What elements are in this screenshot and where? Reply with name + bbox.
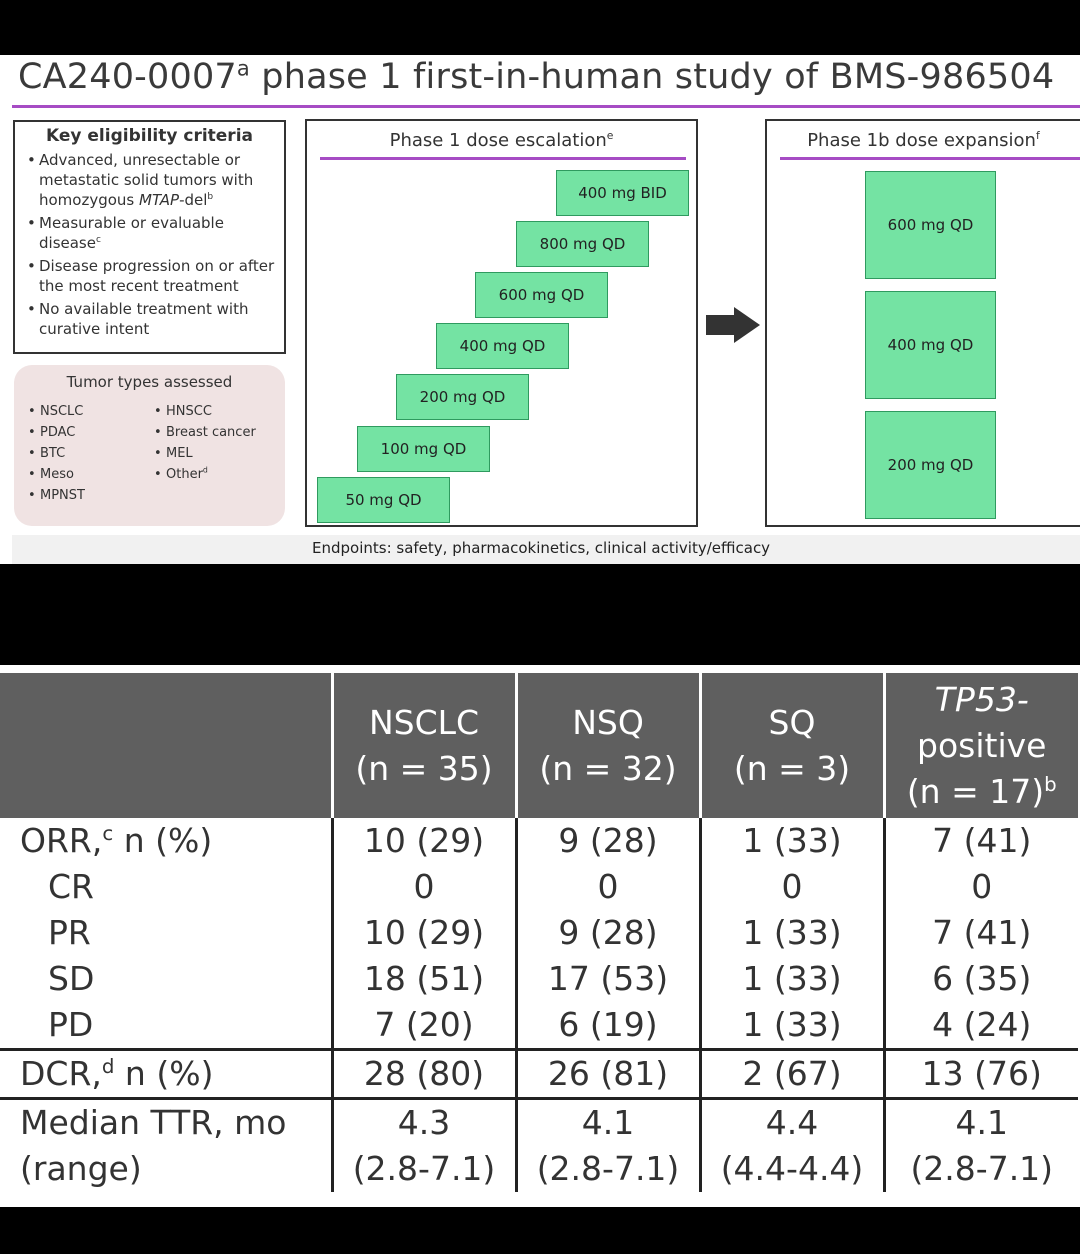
results-table-panel — [0, 665, 1080, 1207]
table-cell: (2.8-7.1) — [884, 1146, 1078, 1192]
row-label-text: DCR, — [20, 1054, 102, 1093]
table-row-orr — [0, 818, 1078, 864]
tumor-types-heading: Tumor types assessed — [66, 373, 233, 391]
expansion-title-text: Phase 1b dose expansion — [807, 130, 1036, 151]
table-cell: 9 (28) — [516, 910, 700, 956]
row-label-unit: n (%) — [113, 821, 213, 860]
title-footnote: a — [236, 56, 250, 81]
table-row-sd — [0, 956, 1078, 1002]
table-cell: 6 (19) — [516, 1002, 700, 1050]
endpoints-text: Endpoints: safety, pharmacokinetics, clinical activity/efficacy — [312, 539, 771, 557]
arrow-icon — [706, 315, 734, 335]
dose-step-600-qd: 600 mg QD — [475, 272, 608, 318]
header-empty — [0, 673, 332, 818]
tumor-item: • Breast cancer — [154, 422, 256, 443]
tumor-item: • BTC — [28, 443, 85, 464]
header-line: NSQ — [572, 702, 644, 742]
header-line: (n = 35) — [355, 748, 493, 788]
table-cell: 9 (28) — [516, 818, 700, 864]
table-cell: 2 (67) — [700, 1050, 884, 1099]
table-cell: (2.8-7.1) — [332, 1146, 516, 1192]
criterion-2-text: Measurable or evaluable disease — [39, 214, 224, 252]
table-row-ttr-range — [0, 1146, 1078, 1192]
eligibility-box — [13, 120, 286, 354]
criterion-2-footnote: c — [95, 235, 101, 245]
table-cell: 28 (80) — [332, 1050, 516, 1099]
arrow-head-icon — [734, 307, 760, 343]
table-cell: 4.3 — [332, 1099, 516, 1147]
row-label: PR — [48, 913, 91, 952]
header-footnote: b — [1044, 772, 1057, 796]
tumor-item: • NSCLC — [28, 401, 85, 422]
eligibility-heading: Key eligibility criteria — [46, 126, 253, 146]
eligibility-list — [15, 150, 284, 339]
expansion-dose-400: 400 mg QD — [865, 291, 996, 399]
table-cell: 17 (53) — [516, 956, 700, 1002]
row-label-footnote: c — [102, 822, 114, 845]
table-cell: 0 — [516, 864, 700, 910]
dose-escalation-panel — [305, 119, 698, 527]
study-design-slide — [0, 55, 1080, 564]
table-cell: 4 (24) — [884, 1002, 1078, 1050]
dose-step-50-qd: 50 mg QD — [317, 477, 450, 523]
criterion-1 — [39, 150, 284, 210]
header-tp53 — [884, 673, 1078, 818]
dose-step-200-qd: 200 mg QD — [396, 374, 529, 420]
table-cell: 1 (33) — [700, 818, 884, 864]
expansion-divider — [780, 157, 1080, 160]
table-cell: 18 (51) — [332, 956, 516, 1002]
expansion-dose-200: 200 mg QD — [865, 411, 996, 519]
header-line: (n = 32) — [539, 748, 677, 788]
criterion-4: • No available treatment with curative intent — [39, 299, 284, 339]
table-cell: 4.4 — [700, 1099, 884, 1147]
row-label: SD — [48, 959, 95, 998]
table-cell: 4.1 — [516, 1099, 700, 1147]
table-row-pd — [0, 1002, 1078, 1050]
tumor-other-text: Other — [166, 467, 203, 482]
dose-expansion-panel — [765, 119, 1080, 527]
table-cell: 4.1 — [884, 1099, 1078, 1147]
tumor-item: • MPNST — [28, 485, 85, 506]
table-cell: (2.8-7.1) — [516, 1146, 700, 1192]
table-cell: 10 (29) — [332, 910, 516, 956]
tumor-item: • HNSCC — [154, 401, 256, 422]
expansion-title — [767, 130, 1080, 151]
row-label: CR — [48, 867, 94, 906]
tumor-types-box — [14, 365, 285, 526]
table-cell: 7 (20) — [332, 1002, 516, 1050]
title-text: phase 1 first-in-human study of BMS-986504 — [249, 57, 1055, 97]
criterion-1-suffix: -del — [179, 191, 208, 209]
row-label: (range) — [20, 1149, 142, 1188]
header-line: (n = 17) — [906, 771, 1045, 811]
dose-step-400-qd: 400 mg QD — [436, 323, 569, 369]
dose-step-400-bid: 400 mg BID — [556, 170, 689, 216]
row-label-text: ORR, — [20, 821, 103, 860]
table-cell: 26 (81) — [516, 1050, 700, 1099]
criterion-3: • Disease progression on or after the most recent treatment — [39, 256, 284, 296]
criterion-1-footnote: b — [207, 192, 214, 202]
header-line: TP53- — [934, 679, 1029, 719]
header-nsclc — [332, 673, 516, 818]
table-cell: 7 (41) — [884, 818, 1078, 864]
escalation-divider — [320, 157, 686, 160]
table-cell: 0 — [884, 864, 1078, 910]
table-row-ttr — [0, 1099, 1078, 1147]
title-divider — [12, 105, 1080, 108]
table-row-pr — [0, 910, 1078, 956]
row-label-unit: n (%) — [114, 1054, 214, 1093]
criterion-1-gene: MTAP — [139, 191, 180, 209]
expansion-dose-600: 600 mg QD — [865, 171, 996, 279]
header-line: NSCLC — [368, 702, 480, 742]
table-cell: 0 — [700, 864, 884, 910]
title-study-id: CA240-0007 — [18, 57, 237, 97]
table-header-row — [0, 673, 1078, 818]
row-label — [0, 818, 332, 864]
table-cell: 6 (35) — [884, 956, 1078, 1002]
header-nsq — [516, 673, 700, 818]
slide-title — [18, 57, 1054, 97]
tumor-item: • PDAC — [28, 422, 85, 443]
row-label-footnote: d — [101, 1055, 115, 1078]
table-cell: 1 (33) — [700, 1002, 884, 1050]
escalation-title — [307, 130, 696, 151]
header-sq — [700, 673, 884, 818]
escalation-title-text: Phase 1 dose escalation — [389, 130, 607, 151]
row-label: Median TTR, mo — [0, 1099, 332, 1147]
tumor-item: • MEL — [154, 443, 256, 464]
table-cell: 1 (33) — [700, 956, 884, 1002]
table-cell: 13 (76) — [884, 1050, 1078, 1099]
row-label: PD — [48, 1005, 94, 1044]
table-cell: 0 — [332, 864, 516, 910]
table-cell: 7 (41) — [884, 910, 1078, 956]
header-line: (n = 3) — [733, 748, 851, 788]
table-cell: (4.4-4.4) — [700, 1146, 884, 1192]
table-cell: 10 (29) — [332, 818, 516, 864]
header-line: SQ — [768, 702, 816, 742]
tumor-list-col2 — [154, 401, 256, 485]
table-row-dcr — [0, 1050, 1078, 1099]
escalation-footnote: e — [606, 129, 614, 142]
tumor-other-footnote: d — [202, 465, 208, 475]
table-row-cr — [0, 864, 1078, 910]
header-line: positive — [917, 725, 1047, 765]
expansion-footnote: f — [1035, 129, 1040, 142]
criterion-1-text: Advanced, unresectable or metastatic solid tumors with homozygous — [39, 151, 254, 209]
tumor-item-other — [154, 464, 256, 485]
tumor-list-col1 — [28, 401, 85, 506]
table-cell: 1 (33) — [700, 910, 884, 956]
dose-step-800-qd: 800 mg QD — [516, 221, 649, 267]
dose-step-100-qd: 100 mg QD — [357, 426, 490, 472]
row-label — [0, 1050, 332, 1099]
results-table — [0, 673, 1078, 1192]
criterion-2 — [39, 213, 284, 253]
tumor-item: • Meso — [28, 464, 85, 485]
